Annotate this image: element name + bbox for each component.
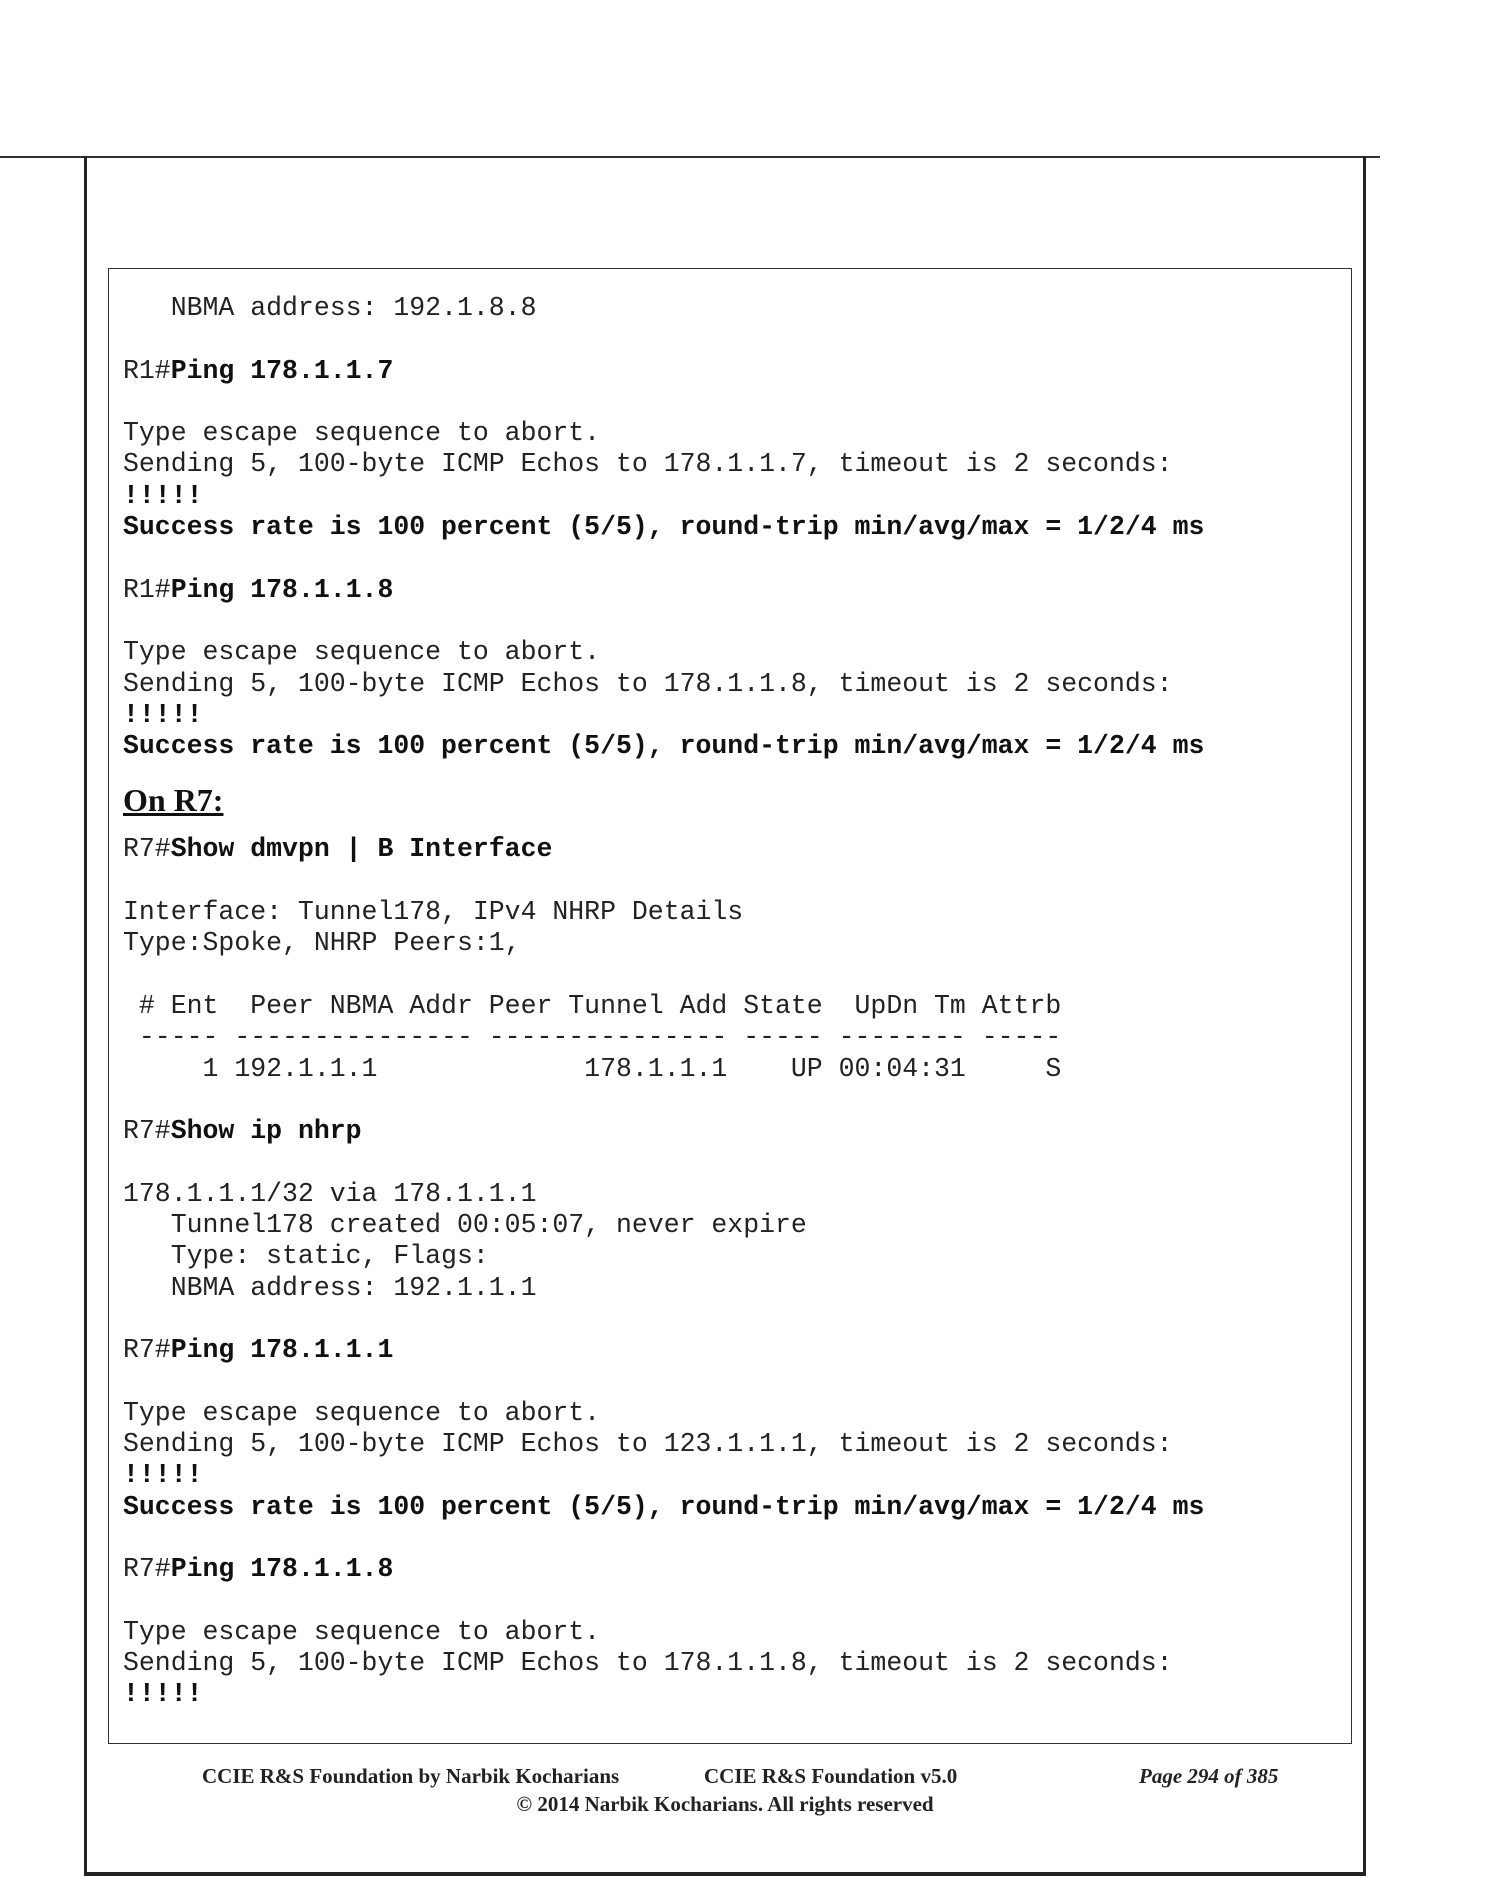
cli-line: 178.1.1.1/32 via 178.1.1.1 (123, 1178, 537, 1209)
table-header: # Ent Peer NBMA Addr Peer Tunnel Add State UpDn Tm Attrb (123, 990, 1062, 1021)
cli-line: Sending 5, 100-byte ICMP Echos to 123.1.1.1, timeout is 2 seconds: (123, 1429, 1173, 1460)
success-line: Success rate is 100 percent (5/5), round-trip min/avg/max = 1/2/4 ms (123, 731, 1205, 762)
table-divider: ----- --------------- --------------- ----- -------- ----- (123, 1022, 1062, 1053)
command: Ping 178.1.1.8 (170, 1554, 394, 1585)
prompt: R7# (123, 1116, 171, 1147)
success-line: Success rate is 100 percent (5/5), round-trip min/avg/max = 1/2/4 ms (123, 512, 1205, 543)
command-line (123, 1116, 1337, 1147)
command: Ping 178.1.1.7 (170, 355, 394, 386)
prompt: R1# (123, 355, 171, 386)
cli-line: NBMA address: 192.1.8.8 (123, 293, 537, 323)
cli-line: NBMA address: 192.1.1.1 (123, 1272, 537, 1303)
command-line (123, 356, 1337, 387)
footer-copyright: © 2014 Narbik Kocharians. All rights reserved (516, 1792, 934, 1816)
footer-book-title: CCIE R&S Foundation by Narbik Kocharians (202, 1764, 620, 1788)
ping-result-marks: !!!!! (123, 1460, 203, 1491)
command-line (123, 575, 1337, 606)
prompt: R7# (123, 1335, 171, 1366)
prompt: R1# (123, 574, 171, 605)
cli-line: Sending 5, 100-byte ICMP Echos to 178.1.1.7, timeout is 2 seconds: (123, 449, 1173, 480)
cli-output-box (108, 268, 1352, 1744)
cli-line: Sending 5, 100-byte ICMP Echos to 178.1.1.8, timeout is 2 seconds: (123, 1648, 1173, 1679)
command-line (123, 1554, 1337, 1585)
cli-output (123, 293, 1337, 1711)
command: Show dmvpn | B Interface (170, 834, 553, 865)
command: Ping 178.1.1.1 (170, 1335, 394, 1366)
footer-edition: CCIE R&S Foundation v5.0 (704, 1764, 958, 1788)
section-heading: On R7: (123, 782, 224, 819)
command: Ping 178.1.1.8 (170, 574, 394, 605)
command: Show ip nhrp (170, 1116, 362, 1147)
cli-line: Interface: Tunnel178, IPv4 NHRP Details (123, 897, 744, 928)
cli-line: Type escape sequence to abort. (123, 1616, 601, 1647)
cli-line: Type escape sequence to abort. (123, 418, 601, 449)
ping-result-marks: !!!!! (123, 1679, 203, 1710)
cli-line: Type: static, Flags: (123, 1241, 489, 1272)
cli-line: Sending 5, 100-byte ICMP Echos to 178.1.1.8, timeout is 2 seconds: (123, 668, 1173, 699)
ping-result-marks: !!!!! (123, 480, 203, 511)
cli-line: Type escape sequence to abort. (123, 637, 601, 668)
cli-line: Type:Spoke, NHRP Peers:1, (123, 928, 521, 959)
success-line: Success rate is 100 percent (5/5), round-trip min/avg/max = 1/2/4 ms (123, 1491, 1205, 1522)
page-footer (84, 1760, 1366, 1840)
cli-line: Tunnel178 created 00:05:07, never expire (123, 1210, 807, 1241)
command-line (123, 1335, 1337, 1366)
footer-page-number: Page 294 of 385 (1139, 1764, 1279, 1788)
prompt: R7# (123, 834, 171, 865)
table-row: 1 192.1.1.1 178.1.1.1 UP 00:04:31 S (123, 1053, 1062, 1084)
prompt: R7# (123, 1554, 171, 1585)
cli-line: Type escape sequence to abort. (123, 1397, 601, 1428)
command-line (123, 834, 1337, 865)
ping-result-marks: !!!!! (123, 699, 203, 730)
